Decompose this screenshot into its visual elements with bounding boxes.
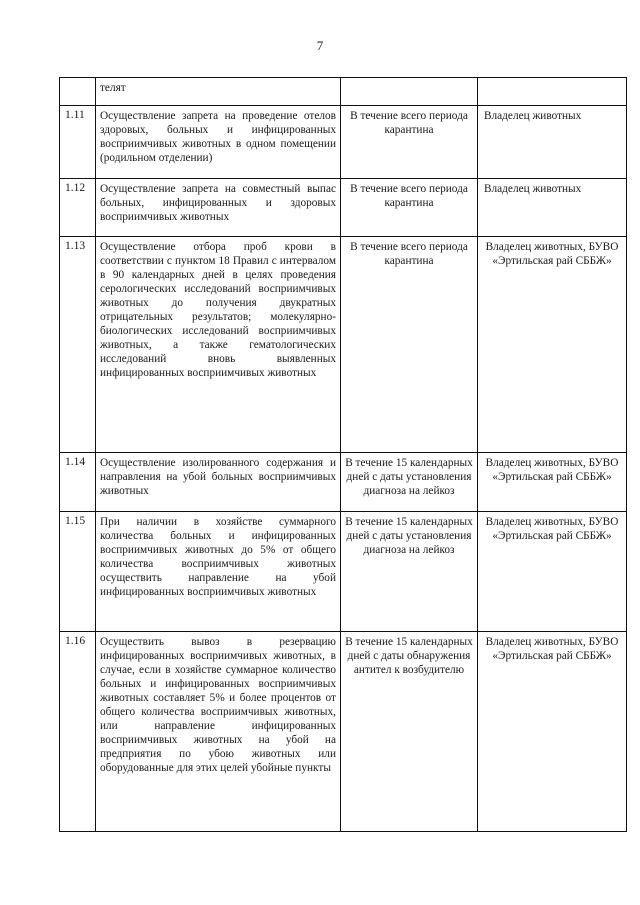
measure-description: Осуществление запрета на совместный выпас больных, инфицированных и здоровых восприимчивых животных [96,179,341,237]
table-row [60,179,627,237]
table-row [60,512,627,632]
measure-term: В течение 15 календарных дней с даты установления диагноза на лейкоз [341,512,478,632]
page-number: 7 [316,38,324,53]
measure-description: Осуществление изолированного содержания и направления на убой больных восприимчивых животных [96,453,341,512]
table-row [60,78,627,106]
table-row [60,632,627,832]
measure-responsible [478,78,627,106]
measure-responsible: Владелец животных, БУВО «Эртильская рай СББЖ» [478,632,627,832]
measure-description: телят [96,78,341,106]
measures-table [59,77,627,832]
measure-responsible: Владелец животных [478,179,627,237]
measure-responsible: Владелец животных [478,106,627,179]
table-row [60,453,627,512]
measure-description: При наличии в хозяйстве суммарного количества больных и инфицированных восприимчивых животных до 5% от общего количества восприимчивых животных осуществить направление на убой инфицированных восприимчивых животных [96,512,341,632]
measure-description: Осуществление запрета на проведение отелов здоровых, больных и инфицированных восприимчивых животных в одном помещении (родильном отделении) [96,106,341,179]
measure-responsible: Владелец животных, БУВО «Эртильская рай СББЖ» [478,237,627,453]
measure-responsible: Владелец животных, БУВО «Эртильская рай СББЖ» [478,512,627,632]
table-row [60,237,627,453]
measure-term: В течение всего периода карантина [341,106,478,179]
table-row [60,106,627,179]
row-number: 1.11 [60,106,96,179]
measure-term: В течение 15 календарных дней с даты установления диагноза на лейкоз [341,453,478,512]
row-number: 1.14 [60,453,96,512]
row-number: 1.15 [60,512,96,632]
measure-term: В течение всего периода карантина [341,237,478,453]
row-number: 1.16 [60,632,96,832]
row-number [60,78,96,106]
measure-responsible: Владелец животных, БУВО «Эртильская рай СББЖ» [478,453,627,512]
row-number: 1.13 [60,237,96,453]
measure-term: В течение всего периода карантина [341,179,478,237]
measure-term: В течение 15 календарных дней с даты обнаружения антител к возбудителю [341,632,478,832]
measure-term [341,78,478,106]
row-number: 1.12 [60,179,96,237]
measure-description: Осуществление отбора проб крови в соответствии с пунктом 18 Правил с интервалом в 90 календарных дней в целях проведения серологических исследований восприимчивых животных до получения двукратных отрицательных результатов; молекулярно-биологических исследований восприимчивых животных, а также гематологических исследований вновь выявленных инфицированных восприимчивых животных [96,237,341,453]
measure-description: Осуществить вывоз в резервацию инфицированных восприимчивых животных, в случае, если в хозяйстве суммарное количество больных и инфицированных восприимчивых животных составляет 5% и более процентов от общего количества восприимчивых животных, или направление инфицированных восприимчивых животных на убой на предприятия по убою животных или оборудованные для этих целей убойные пункты [96,632,341,832]
